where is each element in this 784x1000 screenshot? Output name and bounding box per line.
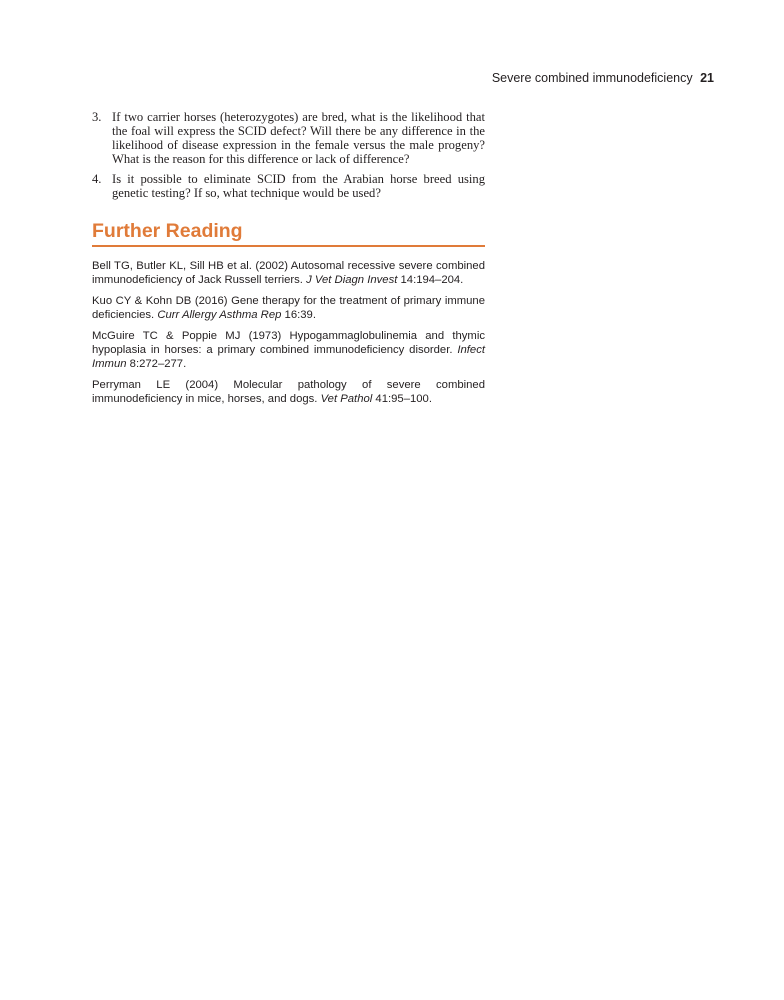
reference-authors-title: Bell TG, Butler KL, Sill HB et al. (2002) Autosomal recessive severe combined immunodeficiency of Jack Russell terriers. <box>92 260 485 286</box>
question-item <box>92 172 485 200</box>
reference-item <box>92 260 485 287</box>
reference-journal: Curr Allergy Asthma Rep <box>157 308 282 321</box>
reference-volume-pages: 41:95–100. <box>372 392 432 405</box>
reference-item <box>92 330 485 371</box>
reference-journal: Infect Immun <box>92 343 485 370</box>
reference-authors-title: Perryman LE (2004) Molecular pathology of severe combined immunodeficiency in mice, horses, and dogs. <box>92 379 485 405</box>
further-reading-heading: Further Reading <box>92 219 485 247</box>
question-number: 3. <box>92 110 102 124</box>
reference-volume-pages: 14:194–204. <box>397 273 464 286</box>
reference-item <box>92 379 485 406</box>
reference-list <box>92 260 485 414</box>
running-header <box>492 71 714 85</box>
reference-authors-title: Kuo CY & Kohn DB (2016) Gene therapy for the treatment of primary immune deficiencies. <box>92 295 485 321</box>
question-list <box>92 110 485 207</box>
page-number: 21 <box>700 71 714 85</box>
reference-journal: J Vet Diagn Invest <box>306 273 398 286</box>
chapter-title: Severe combined immunodeficiency <box>491 71 693 85</box>
question-text: If two carrier horses (heterozygotes) are bred, what is the likelihood that the foal will express the SCID defect? Will there be any difference in the likelihood of disease expression in the female versus the male progeny? What is the reason for this difference or lack of difference? <box>112 110 485 167</box>
reference-item <box>92 295 485 322</box>
question-number: 4. <box>92 172 102 187</box>
reference-journal: Vet Pathol <box>320 392 373 405</box>
reference-authors-title: McGuire TC & Poppie MJ (1973) Hypogammaglobulinemia and thymic hypoplasia in horses: a primary combined immunodeficiency disorder. <box>92 330 485 356</box>
question-text: Is it possible to eliminate SCID from the Arabian horse breed using genetic testing? If so, what technique would be used? <box>112 172 485 201</box>
reference-volume-pages: 16:39. <box>281 308 316 321</box>
question-item <box>92 110 485 166</box>
reference-volume-pages: 8:272–277. <box>126 357 187 370</box>
